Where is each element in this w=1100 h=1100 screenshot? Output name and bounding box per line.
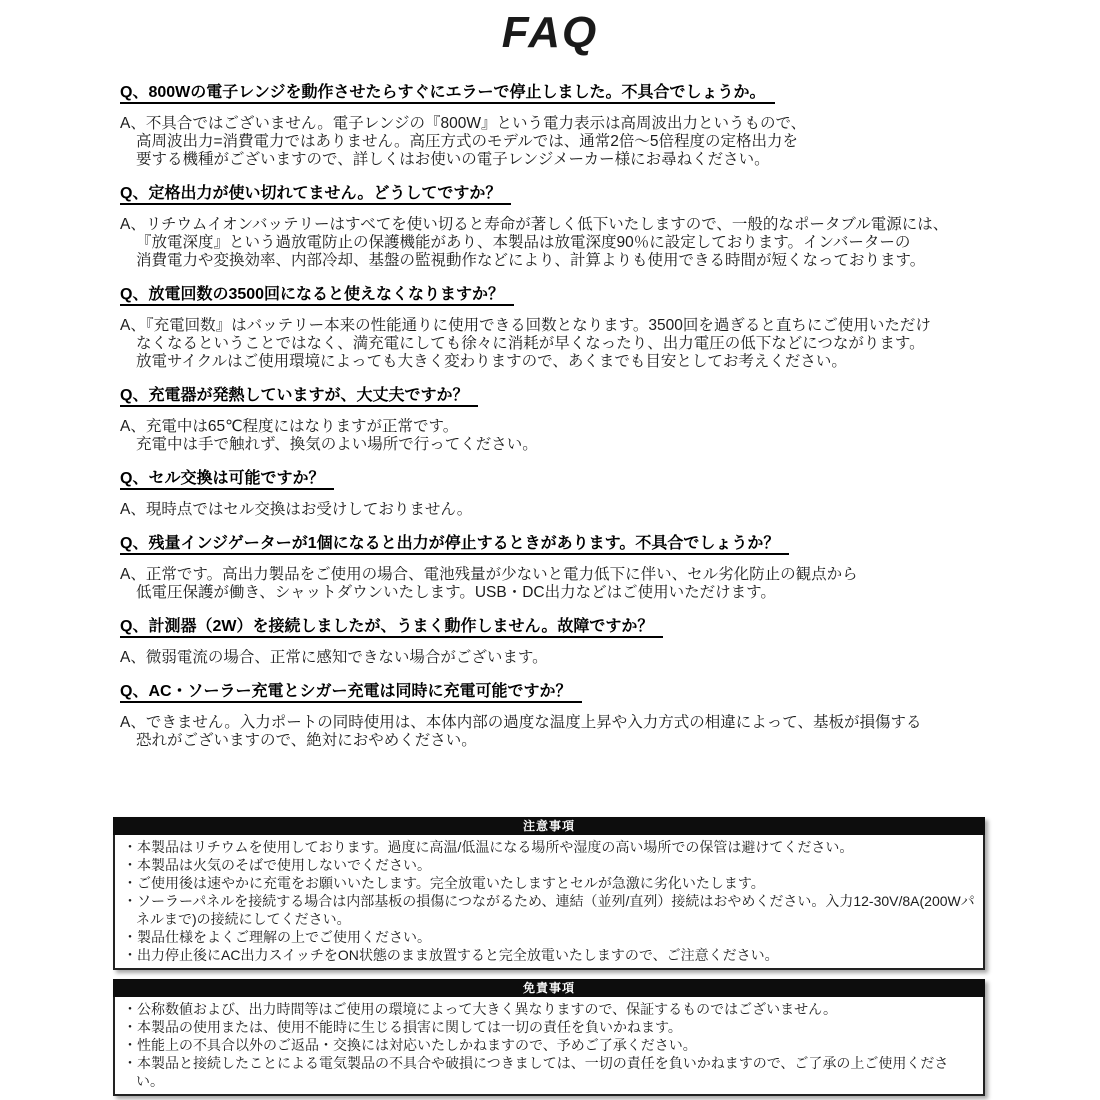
faq-question xyxy=(120,468,988,490)
answer-line: A、『充電回数』はバッテリー本来の性能通りに使用できる回数となります。3500回を過ぎると直ちにご使用いただけ xyxy=(120,317,931,334)
answer-line: A、充電中は65℃程度にはなりますが正常です。 xyxy=(120,418,459,435)
faq-question xyxy=(120,385,988,407)
faq-item xyxy=(120,533,988,602)
answer-line: A、リチウムイオンバッテリーはすべてを使い切ると寿命が著しく低下いたしますので、一般的なポータブル電源には、 xyxy=(120,216,949,233)
answer-line: A、正常です。高出力製品をご使用の場合、電池残量が少ないと電力低下に伴い、セル劣化防止の観点から xyxy=(120,566,858,583)
caution-item: ・本製品は火気のそばで使用しないでください。 xyxy=(123,857,431,873)
faq-question-text: Q、セル交換は可能ですか？ xyxy=(120,470,334,490)
answer-line: 『放電深度』という過放電防止の保護機能があり、本製品は放電深度90％に設定しております。インバーターの xyxy=(136,234,911,251)
disclaimer-item: ・公称数値および、出力時間等はご使用の環境によって大きく異なりますので、保証するものではございません。 xyxy=(123,1001,837,1017)
answer-line: 放電サイクルはご使用環境によっても大きく変わりますので、あくまでも目安としてお考えください。 xyxy=(136,353,847,370)
faq-answer xyxy=(120,714,988,750)
answer-line: A、現時点ではセル交換はお受けしておりません。 xyxy=(120,501,473,518)
faq-item xyxy=(120,468,988,519)
faq-question xyxy=(120,284,988,306)
caution-item: ・本製品はリチウムを使用しております。過度に高温/低温になる場所や湿度の高い場所での保管は避けてください。 xyxy=(123,839,854,855)
disclaimer-box xyxy=(113,979,985,1096)
answer-line: A、不具合ではございません。電子レンジの『800W』という電力表示は高周波出力というもので、 xyxy=(120,115,807,132)
faq-item xyxy=(120,616,988,667)
faq-answer xyxy=(120,418,988,454)
faq-answer xyxy=(120,566,988,602)
faq-question-text: Q、定格出力が使い切れてません。どうしてですか？ xyxy=(120,185,511,205)
page-title: FAQ xyxy=(501,8,599,57)
answer-line: 要する機種がございますので、詳しくはお使いの電子レンジメーカー様にお尋ねください。 xyxy=(136,151,770,168)
caution-box-title: 注意事項 xyxy=(113,817,985,835)
faq-question xyxy=(120,533,988,555)
answer-line: A、できません。入力ポートの同時使用は、本体内部の過度な温度上昇や入力方式の相違によって、基板が損傷する xyxy=(120,714,922,731)
caution-item: ・ソーラーパネルを接続する場合は内部基板の損傷につながるため、連結（並列/直列）接続はおやめください。入力12-30V/8A(200Wパネルまで)の接続にしてください。 xyxy=(123,893,975,927)
caution-item: ・ご使用後は速やかに充電をお願いいたします。完全放電いたしますとセルが急激に劣化いたします。 xyxy=(123,875,765,891)
faq-question-text: Q、放電回数の3500回になると使えなくなりますか？ xyxy=(120,286,514,306)
faq-answer xyxy=(120,649,988,667)
faq-item xyxy=(120,284,988,371)
caution-box xyxy=(113,817,985,970)
answer-line: A、微弱電流の場合、正常に感知できない場合がございます。 xyxy=(120,649,548,666)
faq-item xyxy=(120,385,988,454)
answer-line: 充電中は手で触れず、換気のよい場所で行ってください。 xyxy=(136,436,538,453)
faq-answer xyxy=(120,501,988,519)
faq-question xyxy=(120,82,988,104)
faq-question-text: Q、800Wの電子レンジを動作させたらすぐにエラーで停止しました。不具合でしょうか。 xyxy=(120,84,775,104)
faq-section xyxy=(120,82,988,750)
caution-item: ・出力停止後にAC出力スイッチをON状態のまま放置すると完全放電いたしますので、ご注意ください。 xyxy=(123,947,779,963)
answer-line: 高周波出力=消費電力ではありません。高圧方式のモデルでは、通常2倍～5倍程度の定格出力を xyxy=(136,133,798,150)
faq-question-text: Q、残量インジゲーターが1個になると出力が停止するときがあります。不具合でしょうか？ xyxy=(120,535,789,555)
faq-question-text: Q、計測器（2W）を接続しましたが、うまく動作しません。故障ですか？ xyxy=(120,618,663,638)
disclaimer-item: ・本製品の使用または、使用不能時に生じる損害に関しては一切の責任を負いかねます。 xyxy=(123,1019,682,1035)
faq-answer xyxy=(120,115,988,169)
disclaimer-box-title: 免責事項 xyxy=(113,979,985,997)
disclaimer-box-body xyxy=(113,997,985,1096)
answer-line: なくなるということではなく、満充電にしても徐々に消耗が早くなったり、出力電圧の低下などにつながります。 xyxy=(136,335,925,352)
answer-line: 低電圧保護が働き、シャットダウンいたします。USB・DC出力などはご使用いただけます。 xyxy=(136,584,776,601)
answer-line: 恐れがございますので、絶対におやめください。 xyxy=(136,732,477,749)
faq-item xyxy=(120,681,988,750)
faq-answer xyxy=(120,216,988,270)
disclaimer-item: ・性能上の不具合以外のご返品・交換には対応いたしかねますので、予めご了承ください。 xyxy=(123,1037,697,1053)
faq-item xyxy=(120,183,988,270)
faq-question xyxy=(120,681,988,703)
faq-item xyxy=(120,82,988,169)
faq-question-text: Q、AC・ソーラー充電とシガー充電は同時に充電可能ですか？ xyxy=(120,683,582,703)
faq-question-text: Q、充電器が発熱していますが、大丈夫ですか？ xyxy=(120,387,478,407)
caution-box-body xyxy=(113,835,985,970)
answer-line: 消費電力や変換効率、内部冷却、基盤の監視動作などにより、計算よりも使用できる時間が短くなっております。 xyxy=(136,252,926,269)
faq-question xyxy=(120,183,988,205)
faq-answer xyxy=(120,317,988,371)
caution-item: ・製品仕様をよくご理解の上でご使用ください。 xyxy=(123,929,431,945)
faq-question xyxy=(120,616,988,638)
disclaimer-item: ・本製品と接続したことによる電気製品の不具合や破損につきましては、一切の責任を負いかねますので、ご了承の上ご使用ください。 xyxy=(123,1055,949,1089)
